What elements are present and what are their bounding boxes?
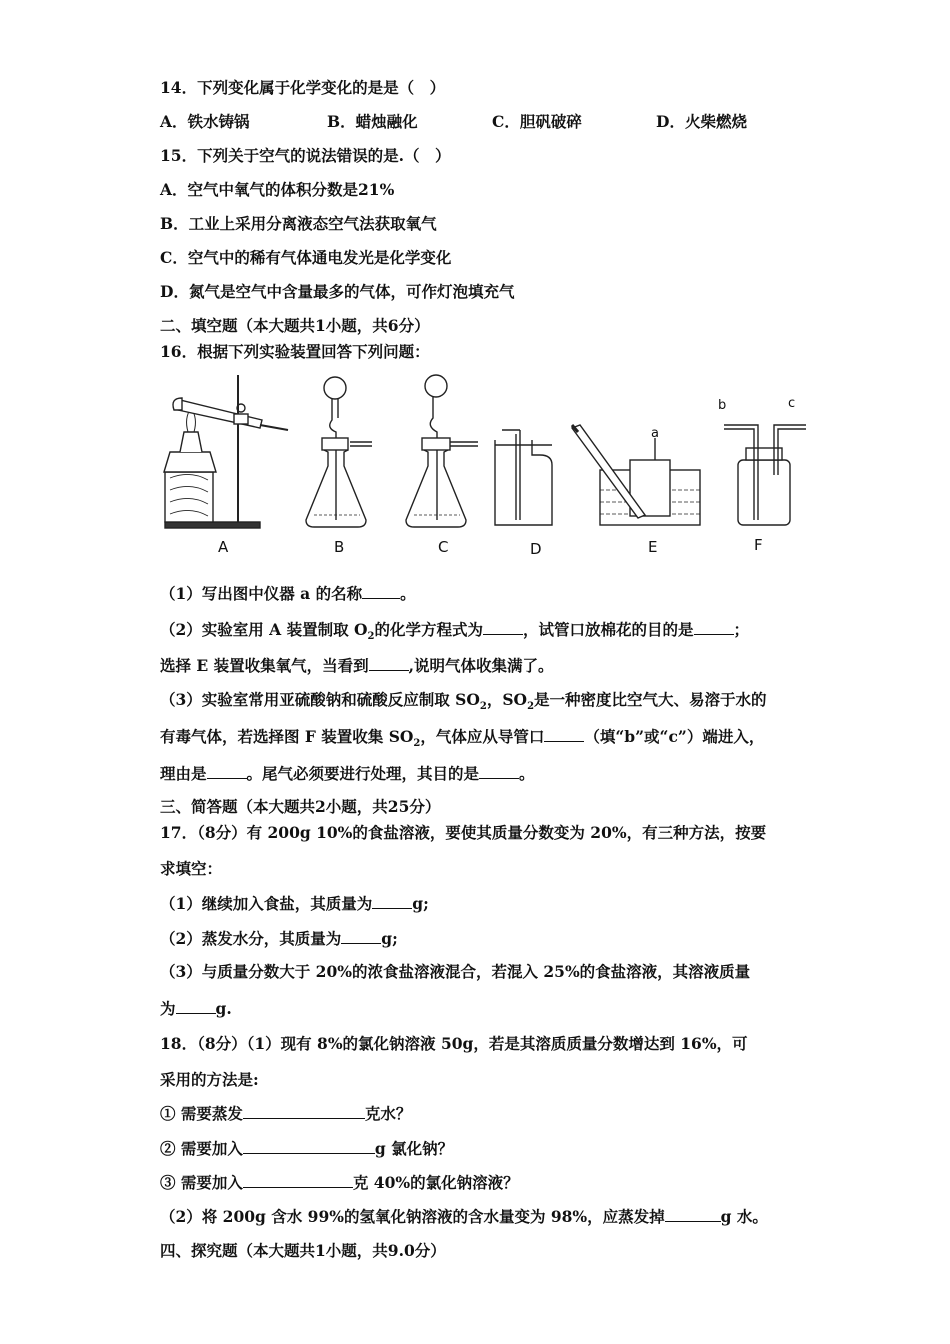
figure-mark-c: c bbox=[788, 396, 796, 411]
q18-line2: 采用的方法是: bbox=[160, 1070, 259, 1089]
answer-blank[interactable] bbox=[176, 999, 216, 1014]
answer-blank[interactable] bbox=[341, 929, 381, 944]
answer-blank[interactable] bbox=[207, 764, 247, 779]
q14-stem: 14．下列变化属于化学变化的是是（ ） bbox=[160, 78, 446, 97]
answer-blank[interactable] bbox=[243, 1139, 375, 1154]
q17-sub3: （3）与质量分数大于 20%的浓食盐溶液混合，若混入 25%的食盐溶液，其溶液质量 bbox=[160, 962, 751, 981]
q16-part3-line2 bbox=[160, 727, 764, 754]
q16-part1-text: （1）写出图中仪器 a 的名称 bbox=[160, 584, 363, 603]
q18-choice2-end: g 氯化钠？ bbox=[374, 1139, 454, 1158]
section-heading-inquiry: 四、探究题（本大题共1小题，共9.0分） bbox=[160, 1241, 446, 1260]
q17-line1: 17．（8分）有 200g 10%的食盐溶液，要使其质量分数变为 20%，有三种方法，按要 bbox=[160, 823, 767, 842]
figure-mark-a: a bbox=[651, 426, 659, 441]
q14-option-b: B．蜡烛融化 bbox=[327, 112, 418, 131]
figure-mark-b: b bbox=[718, 398, 727, 413]
q15-option-b: B．工业上采用分离液态空气法获取氧气 bbox=[160, 214, 437, 233]
q17-sub1-unit: g; bbox=[412, 894, 429, 913]
q14-option-c: C．胆矾破碎 bbox=[492, 112, 582, 131]
q18-choice1-end: 克水？ bbox=[364, 1104, 412, 1123]
answer-blank[interactable] bbox=[243, 1104, 365, 1119]
q16-part3-text-c: 是一种密度比空气大、易溶于水的 bbox=[534, 690, 767, 709]
q18-part2 bbox=[160, 1207, 768, 1227]
q16-part2-text-d: ； bbox=[733, 620, 750, 639]
q17-sub2 bbox=[160, 929, 398, 949]
figure-label-d: D bbox=[530, 540, 542, 558]
q16-part3-line3 bbox=[160, 764, 535, 784]
q17-sub2-unit: g; bbox=[381, 929, 398, 948]
q18-choice3-text: ③ 需要加入 bbox=[160, 1173, 243, 1192]
figure-label-f: F bbox=[754, 536, 763, 554]
q17-sub2-text: （2）蒸发水分，其质量为 bbox=[160, 929, 342, 948]
q16-part2-text-c: ，试管口放棉花的目的是 bbox=[523, 620, 694, 639]
figure-label-b: B bbox=[334, 538, 345, 556]
q16-part3-text-b: ，SO bbox=[486, 690, 528, 709]
q16-part2 bbox=[160, 620, 749, 647]
apparatus-d bbox=[495, 430, 552, 525]
answer-blank[interactable] bbox=[369, 656, 409, 671]
q16-part2-line2-text-a: 选择 E 装置收集氧气，当看到 bbox=[160, 656, 369, 675]
answer-blank[interactable] bbox=[362, 584, 400, 599]
q16-part3-line2-text-b: ，气体应从导管口 bbox=[420, 727, 545, 746]
apparatus-a bbox=[164, 375, 288, 528]
section-heading-short-answer: 三、简答题（本大题共2小题，共25分） bbox=[160, 797, 441, 816]
q18-line1: 18．（8分）（1）现有 8%的氯化钠溶液 50g，若是其溶质质量分数增达到 16%，可 bbox=[160, 1034, 748, 1053]
answer-blank[interactable] bbox=[694, 620, 734, 635]
apparatus-f bbox=[724, 425, 806, 525]
q16-part1-end: 。 bbox=[400, 584, 416, 603]
q16-part3 bbox=[160, 690, 767, 717]
q15-option-a: A．空气中氧气的体积分数是21% bbox=[160, 180, 395, 199]
apparatus-e bbox=[572, 425, 700, 525]
q14-option-a: A．铁水铸锅 bbox=[160, 112, 250, 131]
q18-choice1 bbox=[160, 1104, 411, 1124]
q16-part3-line3-text-c: 。 bbox=[519, 764, 535, 783]
subscript: 2 bbox=[367, 631, 375, 643]
subscript: 2 bbox=[527, 701, 535, 713]
q16-part3-line2-text-c: （填“b”或“c”）端进入， bbox=[584, 727, 765, 746]
q15-option-c: C．空气中的稀有气体通电发光是化学变化 bbox=[160, 248, 452, 267]
figure-label-a: A bbox=[218, 538, 229, 556]
q16-part3-line2-text-a: 有毒气体，若选择图 F 装置收集 SO bbox=[160, 727, 414, 746]
q15-stem: 15．下列关于空气的说法错误的是.（ ） bbox=[160, 146, 451, 165]
q18-choice2 bbox=[160, 1139, 453, 1159]
q16-part3-line3-text-b: 。尾气必须要进行处理，其目的是 bbox=[246, 764, 480, 783]
q18-choice3-end: 克 40%的氯化钠溶液？ bbox=[352, 1173, 519, 1192]
q18-choice3 bbox=[160, 1173, 519, 1193]
answer-blank[interactable] bbox=[243, 1173, 353, 1188]
q16-part2-text-a: （2）实验室用 A 装置制取 O bbox=[160, 620, 368, 639]
q17-sub3-line2-text: 为 bbox=[160, 999, 176, 1018]
apparatus-b bbox=[306, 377, 372, 527]
section-heading-fill-in: 二、填空题（本大题共1小题，共6分） bbox=[160, 316, 430, 335]
q16-part3-text-a: （3）实验室常用亚硫酸钠和硫酸反应制取 SO bbox=[160, 690, 480, 709]
q16-stem: 16．根据下列实验装置回答下列问题： bbox=[160, 342, 430, 361]
answer-blank[interactable] bbox=[483, 620, 523, 635]
q16-part3-line3-text-a: 理由是 bbox=[160, 764, 207, 783]
q14-option-d: D．火柴燃烧 bbox=[656, 112, 747, 131]
q17-line2: 求填空： bbox=[160, 859, 223, 878]
answer-blank[interactable] bbox=[544, 727, 584, 742]
q17-sub1 bbox=[160, 894, 429, 914]
subscript: 2 bbox=[479, 701, 487, 713]
q17-sub3-line2 bbox=[160, 999, 232, 1019]
q18-part2-text: （2）将 200g 含水 99%的氢氧化钠溶液的含水量变为 98%，应蒸发掉 bbox=[160, 1207, 665, 1226]
answer-blank[interactable] bbox=[479, 764, 519, 779]
q16-part2-line2 bbox=[160, 656, 554, 676]
q15-option-d: D．氮气是空气中含量最多的气体，可作灯泡填充气 bbox=[160, 282, 515, 301]
q18-choice1-text: ① 需要蒸发 bbox=[160, 1104, 243, 1123]
q16-part1 bbox=[160, 584, 416, 604]
q16-part2-line2-text-b: ,说明气体收集满了。 bbox=[408, 656, 554, 675]
apparatus-figure bbox=[160, 370, 820, 565]
q18-choice2-text: ② 需要加入 bbox=[160, 1139, 243, 1158]
answer-blank[interactable] bbox=[665, 1207, 721, 1222]
answer-blank[interactable] bbox=[372, 894, 412, 909]
q17-sub1-text: （1）继续加入食盐，其质量为 bbox=[160, 894, 373, 913]
q17-sub3-unit: g. bbox=[215, 999, 232, 1018]
figure-label-e: E bbox=[648, 538, 658, 556]
apparatus-c bbox=[406, 375, 478, 527]
subscript: 2 bbox=[413, 738, 421, 750]
figure-label-c: C bbox=[438, 538, 449, 556]
q18-part2-end: g 水。 bbox=[720, 1207, 768, 1226]
q16-part2-text-b: 的化学方程式为 bbox=[374, 620, 483, 639]
